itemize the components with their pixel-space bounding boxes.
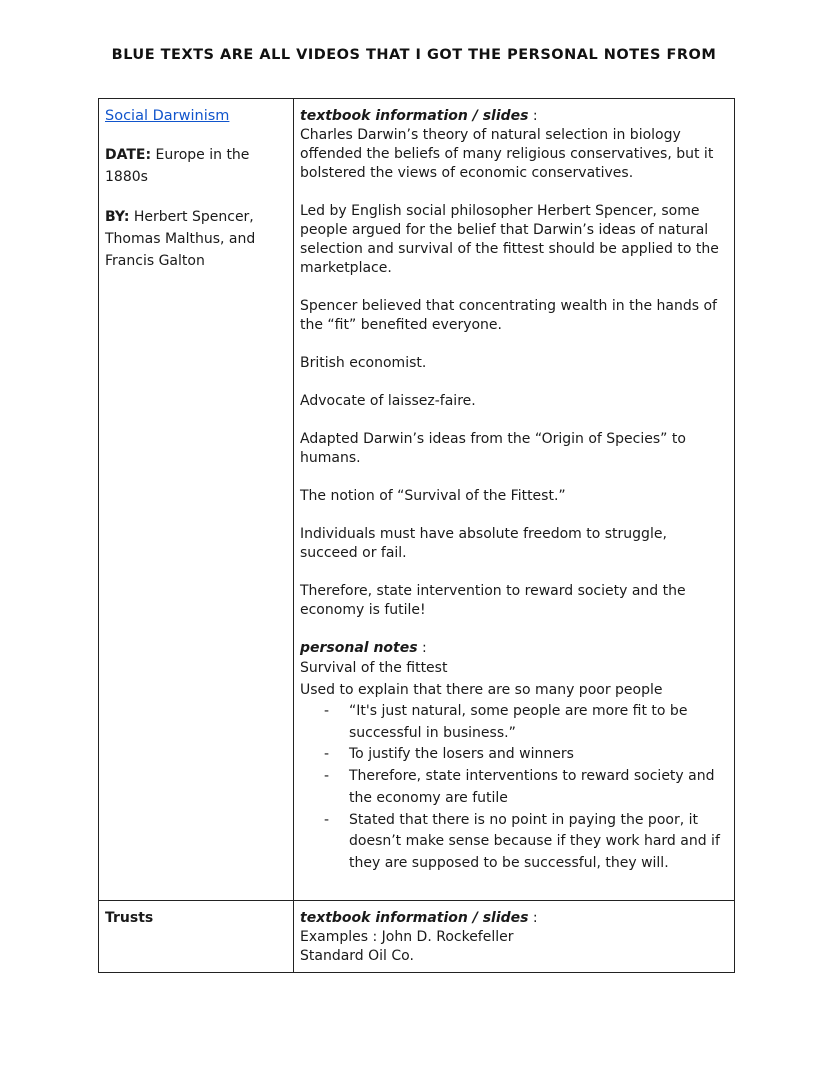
by-value: Herbert Spencer, Thomas Malthus, and Francis Galton [105,209,256,269]
dash-marker: - [324,811,330,828]
textbook-paragraph: Individuals must have absolute freedom to struggle, succeed or fail. [300,526,667,561]
textbook-paragraph: Spencer believed that concentrating wealth in the hands of the “fit” benefited everyone. [300,298,717,333]
textbook-paragraph: Advocate of laissez-faire. [300,393,476,409]
personal-note-line: Survival of the fittest [300,660,448,676]
personal-notes-header-colon: : [417,640,427,656]
trusts-line: Standard Oil Co. [300,948,414,964]
textbook-header-label: textbook information / slides [300,910,529,926]
author-block [105,206,287,272]
textbook-paragraph: British economist. [300,355,427,371]
textbook-header-colon: : [528,108,538,124]
topic-link-social-darwinism[interactable]: Social Darwinism [105,108,230,124]
list-item-text: “It's just natural, some people are more fit to be successful in business.” [349,703,688,741]
list-item-text: Stated that there is no point in paying the poor, it doesn’t make sense because if they work hard and if they are supposed to be successful, they will. [349,811,720,871]
notes-cell [294,99,735,901]
dash-marker: - [324,746,330,763]
list-item-text: Therefore, state interventions to reward society and the economy are futile [349,768,715,806]
dash-marker: - [324,703,330,719]
notes-cell [294,901,735,973]
textbook-paragraph: Charles Darwin’s theory of natural selection in biology offended the beliefs of many religious conservatives, but it bolstered the views of economic conservatives. [300,127,714,181]
personal-notes-header [300,639,728,658]
textbook-paragraph: Therefore, state intervention to reward society and the economy is futile! [300,583,686,618]
textbook-paragraph: Adapted Darwin’s ideas from the “Origin of Species” to humans. [300,431,686,466]
topic-title-trusts: Trusts [105,910,154,926]
textbook-header-label: textbook information / slides [300,108,529,124]
by-label: BY: [105,209,130,225]
date-block [105,144,287,188]
textbook-paragraph: Led by English social philosopher Herbert Spencer, some people argued for the belief that Darwin’s ideas of natural selection and survival of the fittest should be applied to the marketplace. [300,203,719,276]
list-item [324,744,728,766]
list-item [324,766,728,809]
textbook-header-colon: : [528,910,538,926]
page-title: BLUE TEXTS ARE ALL VIDEOS THAT I GOT THE PERSONAL NOTES FROM [111,47,717,63]
date-label: DATE: [105,147,152,163]
date-value: Europe in the 1880s [105,147,250,185]
textbook-paragraph: The notion of “Survival of the Fittest.” [300,488,566,504]
personal-notes-header-label: personal notes [300,640,418,656]
bullet-list [300,701,728,875]
textbook-header [300,107,728,126]
trusts-line: Examples : John D. Rockefeller [300,929,514,945]
topic-cell [99,99,294,901]
textbook-header [300,909,728,928]
table-row-trusts [99,901,735,973]
table-row-social-darwinism [99,99,735,901]
personal-note-line: Used to explain that there are so many poor people [300,681,663,698]
list-item [324,701,728,744]
notes-table [98,98,735,973]
list-item [324,810,728,875]
list-item-text: To justify the losers and winners [349,746,574,763]
dash-marker: - [324,768,330,785]
topic-cell [99,901,294,973]
